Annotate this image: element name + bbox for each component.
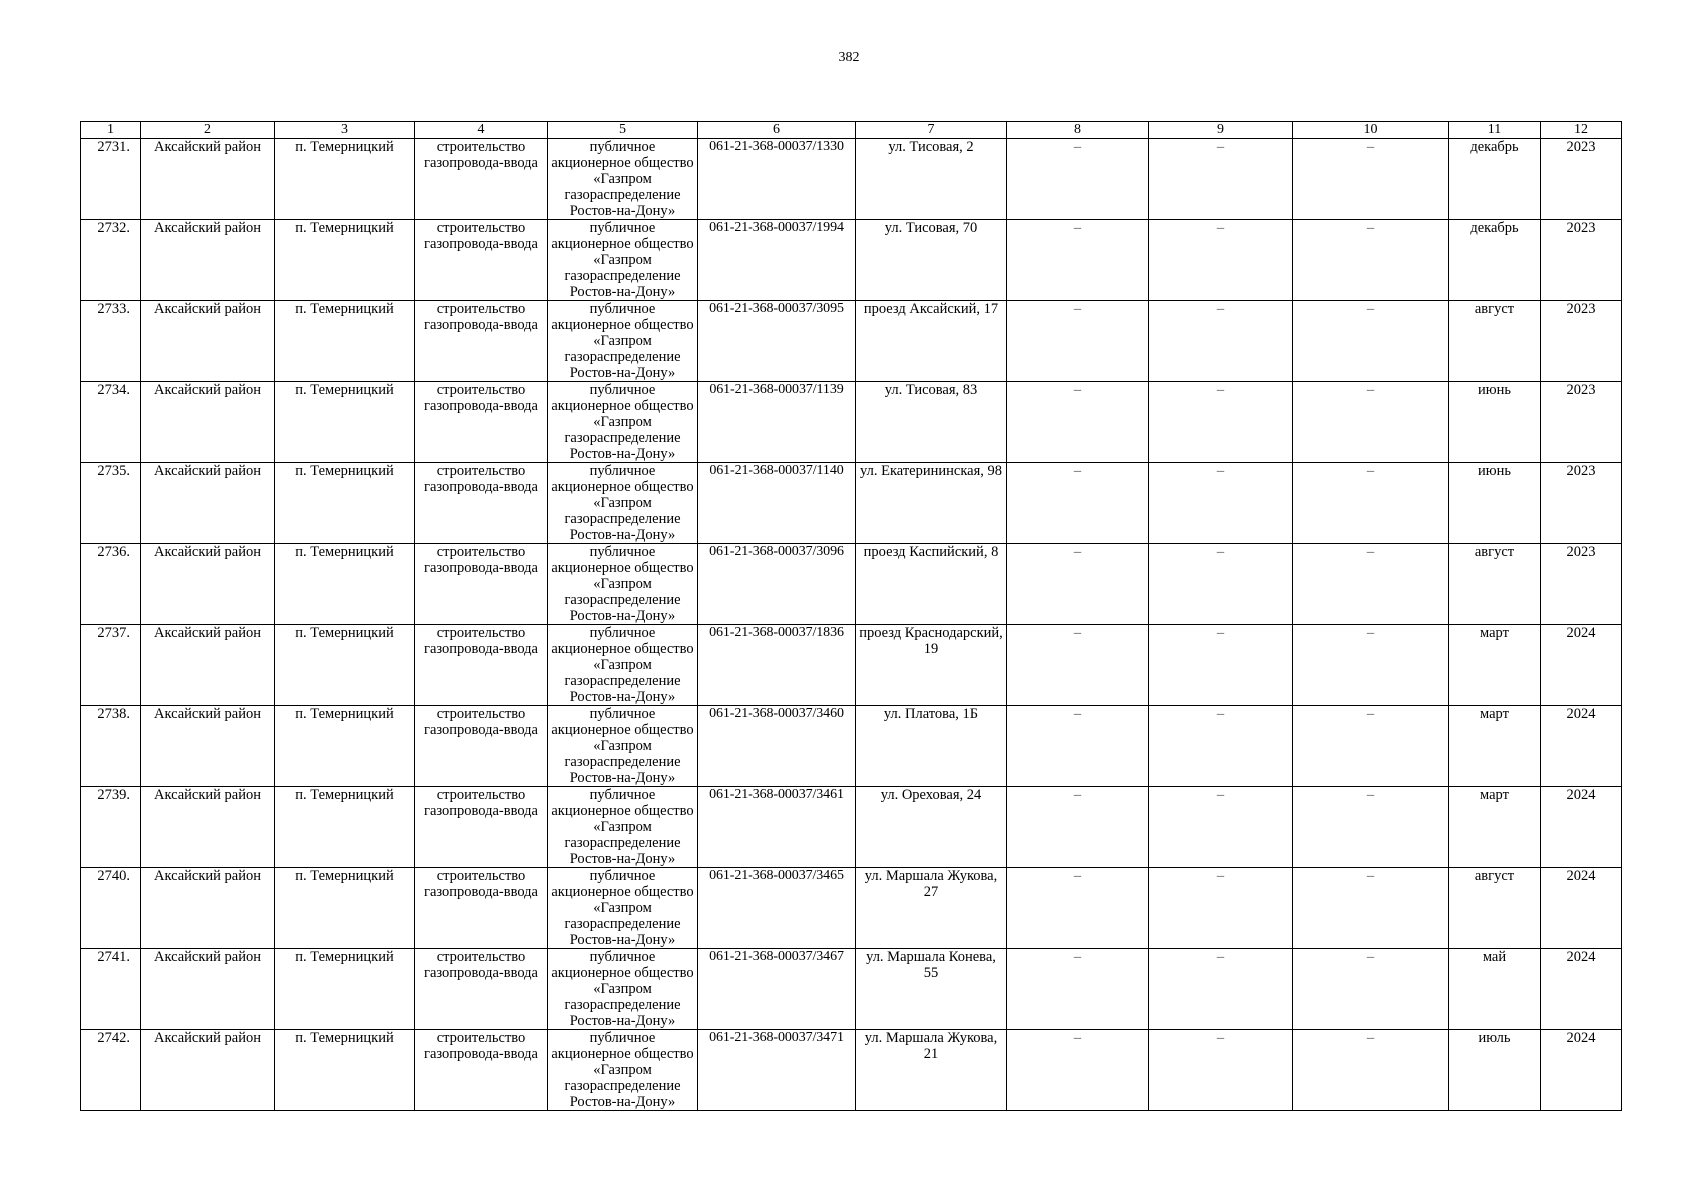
table-row [81, 868, 1622, 949]
column-10-cell: – [1293, 544, 1449, 625]
settlement-cell: п. Темерницкий [275, 382, 415, 463]
address-cell: ул. Тисовая, 70 [856, 220, 1007, 301]
work-type-cell: строительство газопровода-ввода [415, 625, 548, 706]
column-9-cell: – [1149, 787, 1293, 868]
work-type-cell: строительство газопровода-ввода [415, 382, 548, 463]
registration-code-cell: 061-21-368-00037/1140 [698, 463, 856, 544]
settlement-cell: п. Темерницкий [275, 463, 415, 544]
table-row [81, 1030, 1622, 1111]
column-9-cell: – [1149, 544, 1293, 625]
registration-code-cell: 061-21-368-00037/1139 [698, 382, 856, 463]
column-header: 10 [1293, 122, 1449, 139]
month-cell: март [1449, 787, 1541, 868]
work-type-cell: строительство газопровода-ввода [415, 544, 548, 625]
organization-cell: публичное акционерное общество «Газпром газораспределение Ростов-на-Дону» [548, 625, 698, 706]
column-9-cell: – [1149, 220, 1293, 301]
address-cell: ул. Тисовая, 2 [856, 139, 1007, 220]
work-type-cell: строительство газопровода-ввода [415, 301, 548, 382]
year-cell: 2023 [1541, 544, 1622, 625]
table-row [81, 544, 1622, 625]
column-8-cell: – [1007, 625, 1149, 706]
column-8-cell: – [1007, 382, 1149, 463]
year-cell: 2024 [1541, 787, 1622, 868]
column-10-cell: – [1293, 220, 1449, 301]
address-cell: ул. Екатерининская, 98 [856, 463, 1007, 544]
registration-code-cell: 061-21-368-00037/3096 [698, 544, 856, 625]
work-type-cell: строительство газопровода-ввода [415, 706, 548, 787]
registration-code-cell: 061-21-368-00037/3471 [698, 1030, 856, 1111]
table-row [81, 220, 1622, 301]
column-header: 7 [856, 122, 1007, 139]
column-10-cell: – [1293, 868, 1449, 949]
settlement-cell: п. Темерницкий [275, 706, 415, 787]
table-row [81, 301, 1622, 382]
column-10-cell: – [1293, 139, 1449, 220]
month-cell: август [1449, 544, 1541, 625]
column-8-cell: – [1007, 139, 1149, 220]
column-10-cell: – [1293, 382, 1449, 463]
column-9-cell: – [1149, 1030, 1293, 1111]
registration-code-cell: 061-21-368-00037/3461 [698, 787, 856, 868]
address-cell: проезд Краснодарский, 19 [856, 625, 1007, 706]
settlement-cell: п. Темерницкий [275, 787, 415, 868]
column-header: 2 [141, 122, 275, 139]
district-cell: Аксайский район [141, 139, 275, 220]
row-number-cell: 2739. [81, 787, 141, 868]
row-number-cell: 2733. [81, 301, 141, 382]
registration-code-cell: 061-21-368-00037/1330 [698, 139, 856, 220]
column-header: 5 [548, 122, 698, 139]
year-cell: 2024 [1541, 1030, 1622, 1111]
column-header: 6 [698, 122, 856, 139]
work-type-cell: строительство газопровода-ввода [415, 139, 548, 220]
address-cell: ул. Платова, 1Б [856, 706, 1007, 787]
district-cell: Аксайский район [141, 301, 275, 382]
registration-code-cell: 061-21-368-00037/1994 [698, 220, 856, 301]
column-header: 1 [81, 122, 141, 139]
organization-cell: публичное акционерное общество «Газпром газораспределение Ростов-на-Дону» [548, 544, 698, 625]
column-8-cell: – [1007, 463, 1149, 544]
work-type-cell: строительство газопровода-ввода [415, 220, 548, 301]
row-number-cell: 2740. [81, 868, 141, 949]
organization-cell: публичное акционерное общество «Газпром газораспределение Ростов-на-Дону» [548, 949, 698, 1030]
organization-cell: публичное акционерное общество «Газпром газораспределение Ростов-на-Дону» [548, 787, 698, 868]
year-cell: 2023 [1541, 139, 1622, 220]
organization-cell: публичное акционерное общество «Газпром газораспределение Ростов-на-Дону» [548, 1030, 698, 1111]
row-number-cell: 2734. [81, 382, 141, 463]
registration-code-cell: 061-21-368-00037/3095 [698, 301, 856, 382]
table-row [81, 463, 1622, 544]
column-9-cell: – [1149, 301, 1293, 382]
month-cell: март [1449, 706, 1541, 787]
column-8-cell: – [1007, 787, 1149, 868]
district-cell: Аксайский район [141, 463, 275, 544]
year-cell: 2023 [1541, 301, 1622, 382]
column-header: 11 [1449, 122, 1541, 139]
district-cell: Аксайский район [141, 220, 275, 301]
organization-cell: публичное акционерное общество «Газпром газораспределение Ростов-на-Дону» [548, 706, 698, 787]
settlement-cell: п. Темерницкий [275, 1030, 415, 1111]
row-number-cell: 2741. [81, 949, 141, 1030]
organization-cell: публичное акционерное общество «Газпром газораспределение Ростов-на-Дону» [548, 382, 698, 463]
table-body [81, 122, 1622, 1111]
register-table [80, 121, 1622, 1111]
settlement-cell: п. Темерницкий [275, 139, 415, 220]
table-row [81, 706, 1622, 787]
address-cell: ул. Ореховая, 24 [856, 787, 1007, 868]
district-cell: Аксайский район [141, 625, 275, 706]
month-cell: август [1449, 868, 1541, 949]
organization-cell: публичное акционерное общество «Газпром газораспределение Ростов-на-Дону» [548, 868, 698, 949]
row-number-cell: 2731. [81, 139, 141, 220]
month-cell: август [1449, 301, 1541, 382]
settlement-cell: п. Темерницкий [275, 544, 415, 625]
year-cell: 2023 [1541, 463, 1622, 544]
year-cell: 2024 [1541, 949, 1622, 1030]
row-number-cell: 2732. [81, 220, 141, 301]
month-cell: июль [1449, 1030, 1541, 1111]
settlement-cell: п. Темерницкий [275, 949, 415, 1030]
organization-cell: публичное акционерное общество «Газпром газораспределение Ростов-на-Дону» [548, 301, 698, 382]
column-9-cell: – [1149, 868, 1293, 949]
column-8-cell: – [1007, 544, 1149, 625]
row-number-cell: 2742. [81, 1030, 141, 1111]
work-type-cell: строительство газопровода-ввода [415, 463, 548, 544]
settlement-cell: п. Темерницкий [275, 220, 415, 301]
column-10-cell: – [1293, 1030, 1449, 1111]
work-type-cell: строительство газопровода-ввода [415, 868, 548, 949]
organization-cell: публичное акционерное общество «Газпром газораспределение Ростов-на-Дону» [548, 463, 698, 544]
registration-code-cell: 061-21-368-00037/3467 [698, 949, 856, 1030]
column-8-cell: – [1007, 1030, 1149, 1111]
table-row [81, 949, 1622, 1030]
row-number-cell: 2737. [81, 625, 141, 706]
organization-cell: публичное акционерное общество «Газпром газораспределение Ростов-на-Дону» [548, 139, 698, 220]
address-cell: проезд Аксайский, 17 [856, 301, 1007, 382]
column-9-cell: – [1149, 382, 1293, 463]
column-9-cell: – [1149, 949, 1293, 1030]
column-8-cell: – [1007, 301, 1149, 382]
row-number-cell: 2738. [81, 706, 141, 787]
year-cell: 2024 [1541, 625, 1622, 706]
district-cell: Аксайский район [141, 544, 275, 625]
column-header: 9 [1149, 122, 1293, 139]
registration-code-cell: 061-21-368-00037/3465 [698, 868, 856, 949]
settlement-cell: п. Темерницкий [275, 868, 415, 949]
column-10-cell: – [1293, 949, 1449, 1030]
address-cell: ул. Маршала Жукова, 27 [856, 868, 1007, 949]
column-10-cell: – [1293, 301, 1449, 382]
column-8-cell: – [1007, 949, 1149, 1030]
settlement-cell: п. Темерницкий [275, 301, 415, 382]
table-row [81, 787, 1622, 868]
organization-cell: публичное акционерное общество «Газпром газораспределение Ростов-на-Дону» [548, 220, 698, 301]
column-header: 8 [1007, 122, 1149, 139]
district-cell: Аксайский район [141, 787, 275, 868]
column-9-cell: – [1149, 625, 1293, 706]
column-9-cell: – [1149, 139, 1293, 220]
page-number: 382 [838, 50, 860, 65]
table-row [81, 625, 1622, 706]
column-10-cell: – [1293, 625, 1449, 706]
district-cell: Аксайский район [141, 706, 275, 787]
column-header: 12 [1541, 122, 1622, 139]
table-row [81, 382, 1622, 463]
column-8-cell: – [1007, 868, 1149, 949]
column-10-cell: – [1293, 463, 1449, 544]
row-number-cell: 2735. [81, 463, 141, 544]
settlement-cell: п. Темерницкий [275, 625, 415, 706]
month-cell: июнь [1449, 463, 1541, 544]
month-cell: май [1449, 949, 1541, 1030]
month-cell: июнь [1449, 382, 1541, 463]
column-header: 4 [415, 122, 548, 139]
registration-code-cell: 061-21-368-00037/3460 [698, 706, 856, 787]
address-cell: ул. Маршала Конева, 55 [856, 949, 1007, 1030]
district-cell: Аксайский район [141, 382, 275, 463]
registration-code-cell: 061-21-368-00037/1836 [698, 625, 856, 706]
column-8-cell: – [1007, 220, 1149, 301]
district-cell: Аксайский район [141, 949, 275, 1030]
column-10-cell: – [1293, 706, 1449, 787]
column-8-cell: – [1007, 706, 1149, 787]
year-cell: 2023 [1541, 382, 1622, 463]
district-cell: Аксайский район [141, 1030, 275, 1111]
year-cell: 2023 [1541, 220, 1622, 301]
year-cell: 2024 [1541, 868, 1622, 949]
address-cell: ул. Маршала Жукова, 21 [856, 1030, 1007, 1111]
column-number-row [81, 122, 1622, 139]
column-9-cell: – [1149, 706, 1293, 787]
district-cell: Аксайский район [141, 868, 275, 949]
work-type-cell: строительство газопровода-ввода [415, 787, 548, 868]
column-header: 3 [275, 122, 415, 139]
year-cell: 2024 [1541, 706, 1622, 787]
month-cell: декабрь [1449, 220, 1541, 301]
column-10-cell: – [1293, 787, 1449, 868]
address-cell: проезд Каспийский, 8 [856, 544, 1007, 625]
column-9-cell: – [1149, 463, 1293, 544]
row-number-cell: 2736. [81, 544, 141, 625]
work-type-cell: строительство газопровода-ввода [415, 1030, 548, 1111]
month-cell: декабрь [1449, 139, 1541, 220]
address-cell: ул. Тисовая, 83 [856, 382, 1007, 463]
work-type-cell: строительство газопровода-ввода [415, 949, 548, 1030]
month-cell: март [1449, 625, 1541, 706]
table-row [81, 139, 1622, 220]
